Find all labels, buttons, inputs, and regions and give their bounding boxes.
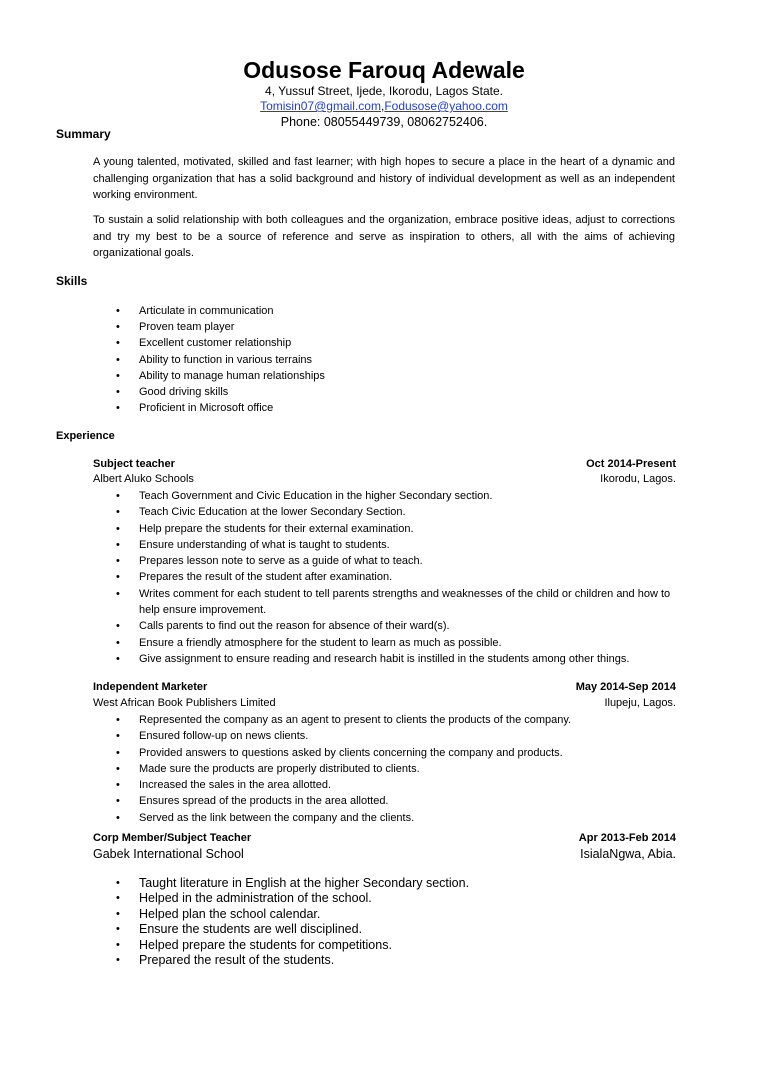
list-item-text: Taught literature in English at the higher Secondary section. — [139, 876, 470, 890]
list-item-text: Teach Civic Education at the lower Secondary Section. — [139, 506, 406, 519]
email-separator: , — [380, 99, 385, 113]
duty-item — [116, 569, 679, 585]
summary-paragraph-1: A young talented, motivated, skilled and fast learner; with high hopes to secure a place in the heart of a dynamic and challenging organization that has a solid background and history of individual development as well as an independent working environment. — [93, 156, 675, 201]
job-2-org-row — [93, 696, 676, 711]
bullet-icon: • — [116, 353, 120, 366]
list-item-text: Good driving skills — [139, 385, 229, 398]
duty-item — [116, 521, 679, 537]
list-item-text: Calls parents to find out the reason for absence of their ward(s). — [139, 620, 450, 633]
skills-heading: Skills — [56, 274, 88, 288]
list-item-text: Prepared the result of the students. — [139, 953, 335, 968]
bullet-icon: • — [116, 555, 120, 568]
job-role: Independent Marketer — [93, 681, 208, 693]
skill-item — [116, 352, 659, 368]
skill-item — [116, 335, 659, 351]
job-3-duties — [116, 876, 679, 968]
summary-paragraph-2: To sustain a solid relationship with both colleagues and the organization, embrace positive ideas, adjust to corrections and try my best to be a source of reference and serve as inspiration to others, all with the aims of achieving organizational goals. — [93, 214, 675, 259]
candidate-name: Odusose Farouq Adewale — [243, 57, 525, 83]
duty-item — [116, 586, 679, 619]
list-item-text: Helped prepare the students for competitions. — [139, 937, 392, 952]
duty-item — [116, 635, 679, 651]
list-item-text: Ensure a friendly atmosphere for the student to learn as much as possible. — [139, 636, 502, 649]
bullet-icon: • — [116, 795, 120, 808]
email-link-gmail[interactable]: Tomisin07@gmail.com — [260, 99, 381, 113]
job-1-duties — [116, 488, 679, 667]
bullet-icon: • — [116, 402, 120, 415]
job-organization: West African Book Publishers Limited — [93, 697, 276, 709]
job-role: Subject teacher — [93, 458, 175, 470]
bullet-icon: • — [116, 730, 120, 743]
skill-item — [116, 384, 659, 400]
list-item-text: Ability to manage human relationships — [139, 369, 325, 382]
duty-item — [116, 618, 679, 634]
list-item-text: Increased the sales in the area allotted. — [139, 779, 332, 792]
duty-item — [116, 906, 679, 922]
list-item-text: Prepares the result of the student after examination. — [139, 571, 393, 584]
job-1-org-row — [93, 472, 676, 487]
list-item-text: Prepares lesson note to serve as a guide of what to teach. — [139, 555, 423, 568]
bullet-icon: • — [116, 714, 120, 726]
bullet-icon: • — [116, 954, 120, 967]
duty-item — [116, 953, 679, 968]
duty-item — [116, 537, 679, 553]
skill-item — [116, 368, 659, 384]
duty-item — [116, 745, 679, 761]
duty-item — [116, 651, 679, 667]
duty-item — [116, 793, 679, 809]
list-item-text: Helped plan the school calendar. — [139, 906, 321, 921]
job-2-title-row — [93, 680, 676, 695]
bullet-icon: • — [116, 811, 120, 824]
email-line — [0, 99, 768, 114]
list-item-text: Represented the company as an agent to present to clients the products of the company. — [139, 714, 572, 726]
list-item-text: Articulate in communication — [139, 305, 274, 317]
bullet-icon: • — [116, 938, 120, 951]
list-item-text: Writes comment for each student to tell parents strengths and weaknesses of the child or children and how to help ensure improvement. — [139, 587, 671, 617]
job-role: Corp Member/Subject Teacher — [93, 832, 252, 844]
list-item-text: Teach Government and Civic Education in the higher Secondary section. — [139, 490, 493, 502]
job-dates: May 2014-Sep 2014 — [575, 681, 676, 693]
job-organization: Gabek International School — [93, 847, 244, 861]
duty-item — [116, 891, 679, 906]
bullet-icon: • — [116, 321, 120, 334]
bullet-icon: • — [116, 779, 120, 792]
address-line: 4, Yussuf Street, Ijede, Ikorodu, Lagos State. — [265, 84, 503, 98]
duty-item — [116, 553, 679, 569]
duty-item — [116, 712, 679, 728]
duty-item — [116, 876, 679, 891]
duty-item — [116, 761, 679, 777]
list-item-text: Ensure the students are well disciplined. — [139, 922, 363, 937]
bullet-icon: • — [116, 762, 120, 775]
bullet-icon: • — [116, 490, 120, 502]
list-item-text: Proven team player — [139, 321, 235, 334]
bullet-icon: • — [116, 538, 120, 551]
job-2-duties — [116, 712, 679, 826]
job-dates: Apr 2013-Feb 2014 — [578, 832, 676, 844]
list-item-text: Provided answers to questions asked by clients concerning the company and products. — [139, 746, 563, 759]
bullet-icon: • — [116, 305, 120, 317]
bullet-icon: • — [116, 746, 120, 759]
list-item-text: Give assignment to ensure reading and research habit is instilled in the students among other things. — [139, 652, 630, 665]
skill-item — [116, 400, 659, 416]
bullet-icon: • — [116, 907, 120, 920]
list-item-text: Ensure understanding of what is taught to students. — [139, 538, 390, 551]
bullet-icon: • — [116, 877, 120, 889]
duty-item — [116, 488, 679, 504]
list-item-text: Made sure the products are properly distributed to clients. — [139, 762, 420, 775]
list-item-text: Served as the link between the company and the clients. — [139, 811, 415, 824]
bullet-icon: • — [116, 369, 120, 382]
duty-item — [116, 728, 679, 744]
list-item-text: Helped in the administration of the school. — [139, 891, 372, 906]
list-item-text: Excellent customer relationship — [139, 337, 292, 350]
list-item-text: Help prepare the students for their external examination. — [139, 522, 414, 535]
bullet-icon: • — [116, 506, 120, 519]
duty-item — [116, 504, 679, 520]
list-item-text: Proficient in Microsoft office — [139, 402, 274, 415]
job-organization: Albert Aluko Schools — [93, 473, 194, 485]
duty-item — [116, 937, 679, 953]
bullet-icon: • — [116, 385, 120, 398]
list-item-text: Ensured follow-up on news clients. — [139, 730, 309, 743]
skill-item — [116, 303, 659, 319]
bullet-icon: • — [116, 587, 120, 600]
job-location: Ilupeju, Lagos. — [604, 697, 676, 709]
skills-list — [116, 303, 659, 416]
list-item-text: Ability to function in various terrains — [139, 353, 313, 366]
job-1-title-row — [93, 457, 676, 472]
bullet-icon: • — [116, 522, 120, 535]
duty-item — [116, 810, 679, 826]
duty-item — [116, 777, 679, 793]
experience-heading: Experience — [56, 430, 115, 442]
summary-heading: Summary — [56, 127, 111, 141]
job-3-org-row — [93, 846, 676, 862]
phone-line: Phone: 08055449739, 08062752406. — [280, 115, 488, 129]
email-link-yahoo[interactable]: Fodusose@yahoo.com — [384, 99, 508, 113]
duty-item — [116, 922, 679, 937]
bullet-icon: • — [116, 337, 120, 350]
job-3-title-row — [93, 831, 676, 846]
skill-item — [116, 319, 659, 335]
resume-header — [0, 56, 768, 130]
bullet-icon: • — [116, 636, 120, 649]
list-item-text: Ensures spread of the products in the area allotted. — [139, 795, 389, 808]
bullet-icon: • — [116, 652, 120, 665]
bullet-icon: • — [116, 923, 120, 936]
bullet-icon: • — [116, 571, 120, 584]
job-location: IsialaNgwa, Abia. — [580, 847, 676, 861]
bullet-icon: • — [116, 620, 120, 633]
job-dates: Oct 2014-Present — [586, 458, 676, 470]
job-location: Ikorodu, Lagos. — [600, 473, 676, 485]
bullet-icon: • — [116, 892, 120, 905]
